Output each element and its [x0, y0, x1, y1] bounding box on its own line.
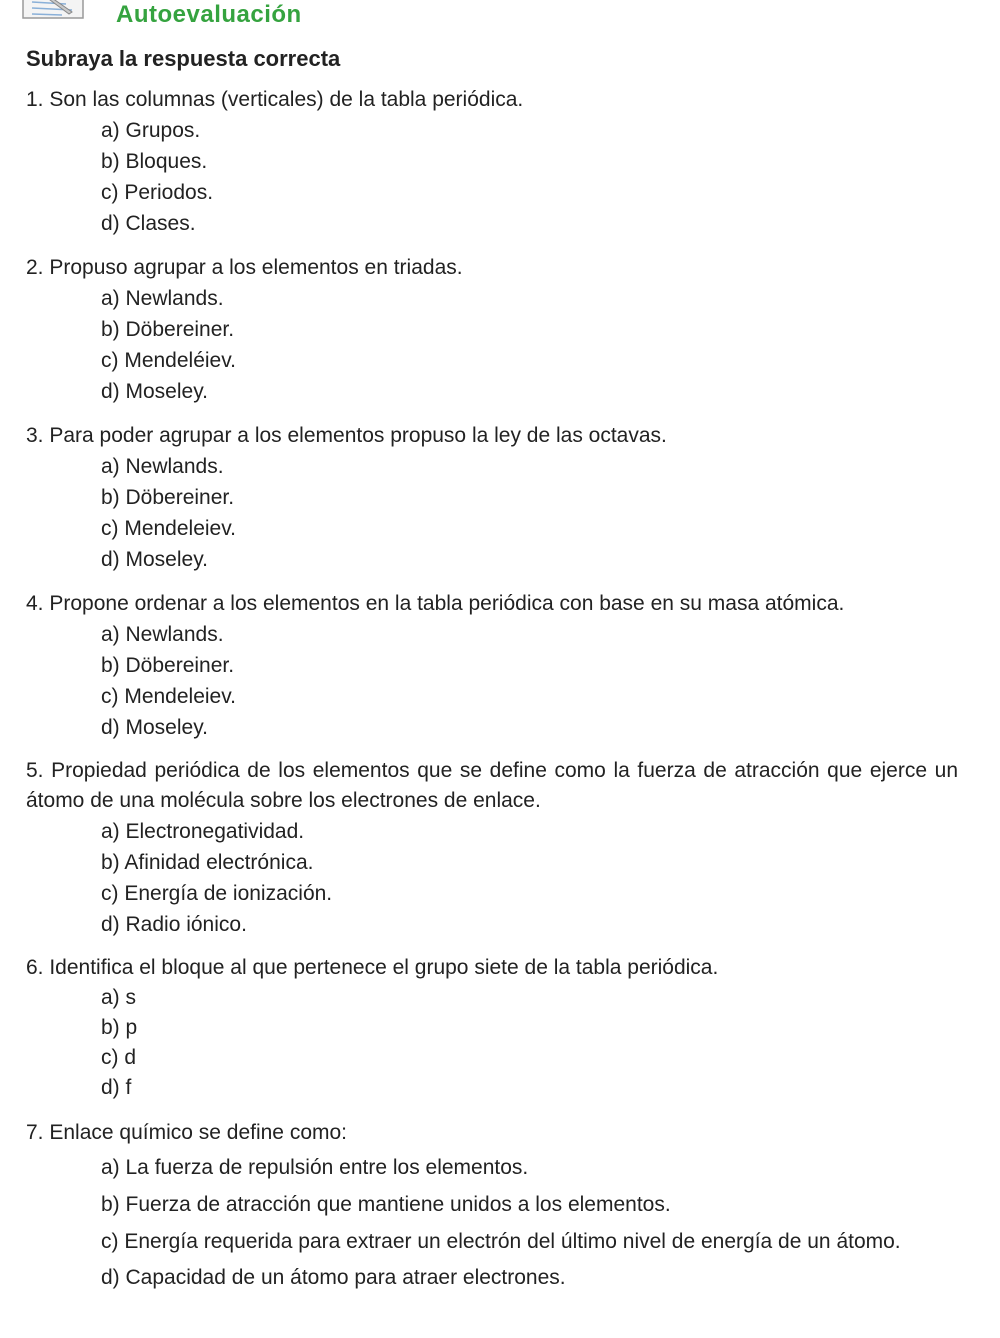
question-1-option-b[interactable]: b) Bloques. [101, 150, 208, 173]
question-1-option-d[interactable]: d) Clases. [101, 212, 196, 235]
question-4-option-a[interactable]: a) Newlands. [101, 623, 224, 646]
question-7-option-a[interactable]: a) La fuerza de repulsión entre los elementos. [101, 1156, 529, 1179]
question-1-option-a[interactable]: a) Grupos. [101, 119, 201, 142]
question-2-option-c[interactable]: c) Mendeléiev. [101, 349, 237, 372]
notebook-icon [22, 0, 84, 20]
question-1-text: 1. Son las columnas (verticales) de la tabla periódica. [26, 88, 524, 111]
question-4-option-d[interactable]: d) Moseley. [101, 716, 208, 739]
question-3-option-d[interactable]: d) Moseley. [101, 548, 208, 571]
question-5-option-c[interactable]: c) Energía de ionización. [101, 882, 333, 905]
section-title: Autoevaluación [116, 1, 302, 28]
question-7-option-b[interactable]: b) Fuerza de atracción que mantiene unidos a los elementos. [101, 1193, 671, 1216]
header [0, 0, 1000, 40]
question-7-text: 7. Enlace químico se define como: [26, 1121, 348, 1144]
question-5-text: 5. Propiedad periódica de los elementos que se define como la fuerza de atracción que ejerce un átomo de una molécula sobre los electrones de enlace. [26, 759, 958, 812]
question-6-option-c[interactable]: c) d [101, 1046, 137, 1069]
question-7-option-d[interactable]: d) Capacidad de un átomo para atraer electrones. [101, 1266, 566, 1289]
question-4-option-b[interactable]: b) Döbereiner. [101, 654, 235, 677]
question-1-option-c[interactable]: c) Periodos. [101, 181, 214, 204]
question-6-text: 6. Identifica el bloque al que pertenece el grupo siete de la tabla periódica. [26, 956, 719, 979]
question-6-option-b[interactable]: b) p [101, 1016, 138, 1039]
question-3-option-a[interactable]: a) Newlands. [101, 455, 224, 478]
instructions: Subraya la respuesta correcta [26, 46, 341, 71]
question-3-text: 3. Para poder agrupar a los elementos propuso la ley de las octavas. [26, 424, 667, 447]
question-3-option-c[interactable]: c) Mendeleiev. [101, 517, 237, 540]
question-4-option-c[interactable]: c) Mendeleiev. [101, 685, 237, 708]
question-2-option-a[interactable]: a) Newlands. [101, 287, 224, 310]
question-7-option-c[interactable]: c) Energía requerida para extraer un electrón del último nivel de energía de un átomo. [101, 1230, 901, 1253]
question-5-option-d[interactable]: d) Radio iónico. [101, 913, 247, 936]
question-5-option-b[interactable]: b) Afinidad electrónica. [101, 851, 314, 874]
question-2-option-b[interactable]: b) Döbereiner. [101, 318, 235, 341]
question-6-option-d[interactable]: d) f [101, 1076, 132, 1099]
question-6-option-a[interactable]: a) s [101, 986, 137, 1009]
question-4-text: 4. Propone ordenar a los elementos en la tabla periódica con base en su masa atómica. [26, 592, 845, 615]
question-2-option-d[interactable]: d) Moseley. [101, 380, 208, 403]
question-3-option-b[interactable]: b) Döbereiner. [101, 486, 235, 509]
question-5-option-a[interactable]: a) Electronegatividad. [101, 820, 305, 843]
question-2-text: 2. Propuso agrupar a los elementos en triadas. [26, 256, 463, 279]
